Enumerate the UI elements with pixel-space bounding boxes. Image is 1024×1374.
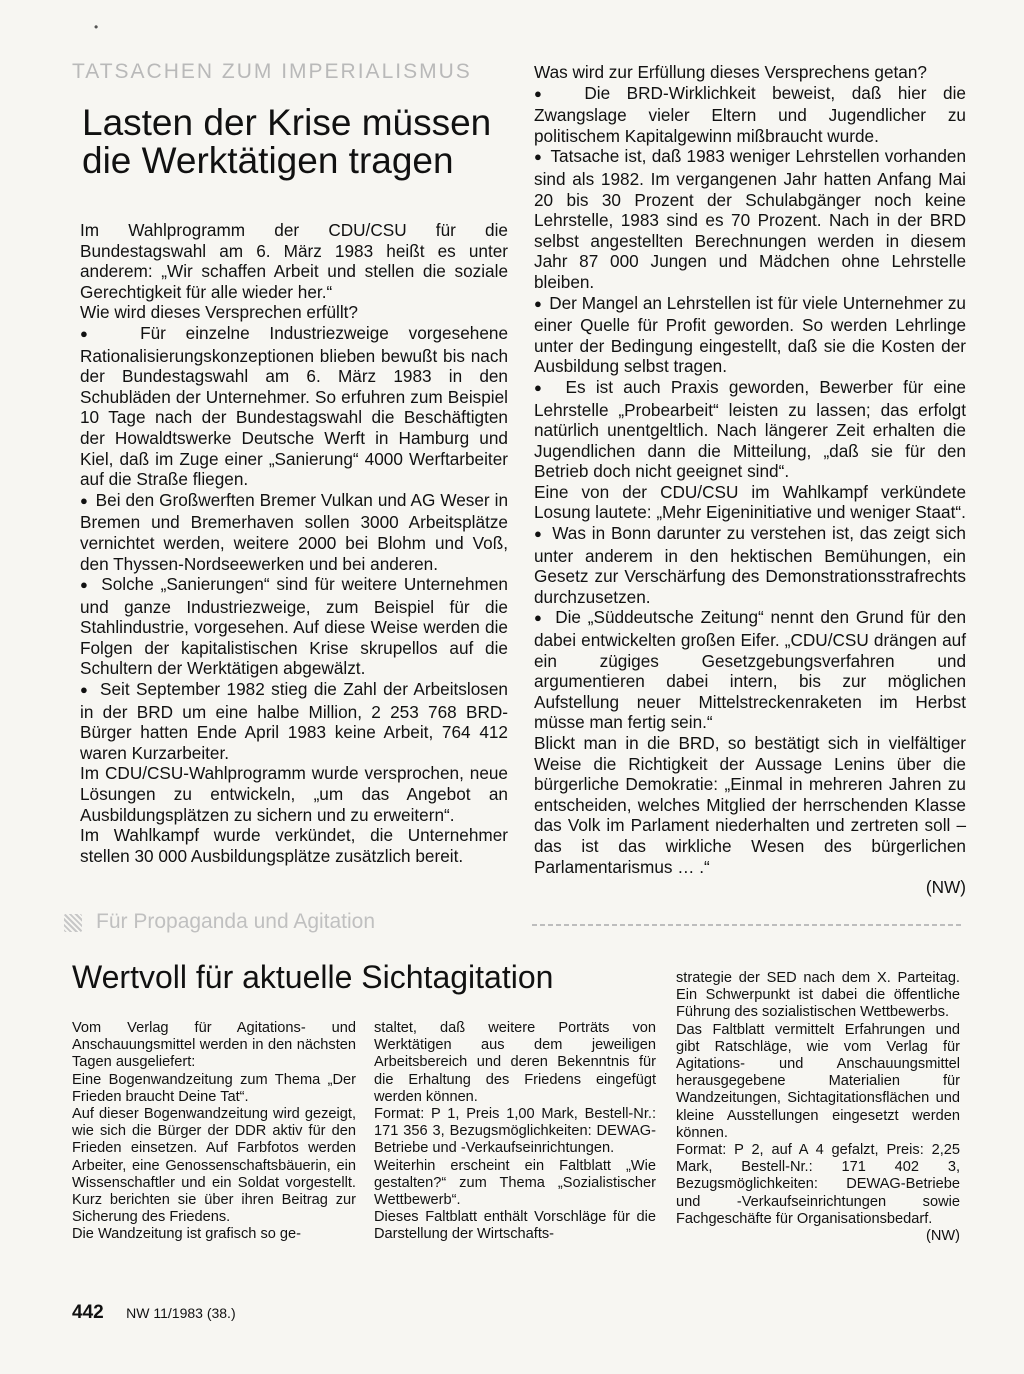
bullet-paragraph: ● Die BRD-Wirklichkeit beweist, daß hier die Zwangslage vieler Eltern und Jugendlicher zu politischem Kapitalgewinn mißbraucht wurde.	[534, 83, 966, 147]
bullet-paragraph: ● Seit September 1982 stieg die Zahl der Arbeitslosen in der BRD um eine halbe Million, 2 253 768 BRD-Bürger hatten Ende April 1983 keine Arbeit, 764 412 waren Kurzarbeiter.	[80, 679, 508, 763]
bullet-paragraph: ● Was in Bonn darunter zu verstehen ist, das zeigt sich unter anderem in den hektischen Bemühungen, ein Gesetz zur Verschärfung des Demonstrationsstrafrechts durchzusetzen.	[534, 523, 966, 607]
paragraph: Eine von der CDU/CSU im Wahlkampf verkündete Losung lautete: „Mehr Eigeninitiative und weniger Staat“.	[534, 481, 966, 523]
paragraph: strategie der SED nach dem X. Parteitag. Ein Schwerpunkt ist dabei die öffentliche Führung des sozialistischen Wettbewerbs.	[676, 970, 960, 1021]
article2-column-3	[676, 970, 960, 1245]
author-sign: (NW)	[925, 1228, 960, 1245]
author-sign: (NW)	[925, 877, 966, 898]
paragraph: Im CDU/CSU-Wahlprogramm wurde versprochen, neue Lösungen zu entwickeln, „um das Angebot an Ausbildungsplätzen zu sichern und zu erweitern“.	[80, 763, 508, 825]
page-footer	[72, 1302, 236, 1324]
section-logo-icon	[64, 914, 82, 932]
article-headline: Lasten der Krise müssen die Werktätigen tragen	[82, 102, 492, 181]
article2-column-2	[374, 1020, 656, 1244]
paragraph: staltet, daß weitere Porträts von Werktätigen aus dem jeweiligen Arbeitsbereich und deren Bekenntnis für die Erhaltung des Friedens eingefügt werden können.	[374, 1020, 656, 1105]
bullet-paragraph: ● Tatsache ist, daß 1983 weniger Lehrstellen vorhanden sind als 1982. Im vergangenen Jahr hatten Anfang Mai 20 bis 30 Prozent der Schulabgänger noch keine Lehrstelle, 1983 sind es 70 Prozent. Nach in der BRD selbst angestellten Berechnungen werden in diesem Jahr 87 000 Jungen und Mädchen ohne Lehrstelle bleiben.	[534, 146, 966, 292]
section-header	[64, 910, 964, 940]
section-kicker: TATSACHEN ZUM IMPERIALISMUS	[72, 60, 472, 83]
article1-column-2	[534, 62, 966, 898]
article2-column-1	[72, 1020, 356, 1244]
paragraph: Auf dieser Bogenwandzeitung wird gezeigt, wie sich die Bürger der DDR aktiv für den Frieden einsetzen. Auf Farbfotos werden Arbeiter, eine Genossenschaftsbäuerin, ein Wissenschaftler und ein Soldat vorgestellt. Kurz berichten sie über ihren Beitrag zur Sicherung des Friedens.	[72, 1106, 356, 1226]
paragraph: Was wird zur Erfüllung dieses Versprechens getan?	[534, 62, 927, 82]
bullet-paragraph: ● Die „Süddeutsche Zeitung“ nennt den Grund für den dabei entwickelten großen Eifer. „CDU/CSU drängen auf ein zügiges Gesetzgebungsverfahren und argumentieren dabei intern, bis zur möglichen Aufstellung neuer Mittelstreckenraketen im Herbst müsse man fertig sein.“	[534, 607, 966, 733]
paragraph: Im Wahlprogramm der CDU/CSU für die Bundestagswahl am 6. März 1983 heißt es unter anderem: „Wir schaffen Arbeit und stellen die soziale Gerechtigkeit für alle wieder her.“	[80, 220, 508, 302]
section-label: Für Propaganda und Agitation	[96, 910, 376, 933]
section-divider	[532, 924, 962, 926]
bullet-paragraph: ● Für einzelne Industriezweige vorgesehene Rationalisierungskonzeptionen blieben bewußt bis nach der Bundestagswahl am 6. März 1983 in den Schubläden der Unternehmer. So erfuhren zum Beispiel 10 Tage nach der Bundestagswahl die Beschäftigten der Howaldtswerke Deutsche Werft in Hamburg und Kiel, daß im Zuge einer „Sanierung“ 4000 Werftarbeiter auf die Straße fliegen.	[80, 323, 508, 490]
article2-headline: Wertvoll für aktuelle Sichtagitation	[72, 959, 554, 995]
bullet-paragraph: ● Der Mangel an Lehrstellen ist für viele Unternehmer zu einer Quelle für Profit geworden. So werden Lehrlinge unter der Bedingung eingestellt, daß sie die Kosten der Ausbildung selbst tragen.	[534, 293, 966, 377]
issue-reference: NW 11/1983 (38.)	[126, 1305, 236, 1321]
paragraph: Die Wandzeitung ist grafisch so ge-	[72, 1226, 302, 1243]
bullet-paragraph: ● Es ist auch Praxis geworden, Bewerber für eine Lehrstelle „Probearbeit“ leisten zu lassen; das erfolgt natürlich unentgeltlich. Nach längerer Zeit erhalten die Jugendlichen dann die Mitteilung, „daß sie für den Betrieb doch nicht geeignet sind“.	[534, 377, 966, 482]
bullet-paragraph: ● Bei den Großwerften Bremer Vulkan und AG Weser in Bremen und Bremerhaven sollen 3000 Arbeitsplätze vernichtet werden, weitere 2000 bei Blohm und Voß, den Thyssen-Nordseewerken und bei anderen.	[80, 490, 508, 574]
paragraph: Das Faltblatt vermittelt Erfahrungen und gibt Ratschläge, wie vom Verlag für Agitations- und Anschauungsmittel herausgegebene Materialien für Wandzeitungen, Sichtagitationsflächen und kleine Ausstellungen eingesetzt werden können.	[676, 1021, 960, 1141]
paragraph: Blickt man in die BRD, so bestätigt sich in vielfältiger Weise die Richtigkeit der Aussage Lenins über die bürgerliche Demokratie: „Einmal in mehreren Jahren zu entscheiden, welches Mitglied der herrschenden Klasse das Volk im Parlament niederhalten und zertreten soll – das ist das wirkliche Wesen des bürgerlichen Parlamentarismus … .“	[534, 733, 966, 877]
paragraph: Dieses Faltblatt enthält Vorschläge für die Darstellung der Wirtschafts-	[374, 1209, 656, 1243]
paragraph: Format: P 1, Preis 1,00 Mark, Bestell-Nr.: 171 356 3, Bezugsmöglichkeiten: DEWAG-Betriebe und -Verkaufseinrichtungen.	[374, 1106, 656, 1157]
paragraph: Weiterhin erscheint ein Faltblatt „Wie gestalten?“ zum Thema „Sozialistischer Wettbewerb“.	[374, 1157, 656, 1209]
paragraph: Wie wird dieses Versprechen erfüllt?	[80, 302, 358, 323]
paragraph: Eine Bogenwandzeitung zum Thema „Der Frieden braucht Deine Tat“.	[72, 1071, 356, 1105]
article1-column-1	[80, 220, 508, 866]
bullet-paragraph: ● Solche „Sanierungen“ sind für weitere Unternehmen und ganze Industriezweige, zum Beispiel für die Stahlindustrie, vorgesehen. Auf diese Weise werden die Folgen der kapitalistischen Krise skrupellos auf die Schultern der Werktätigen abgewälzt.	[80, 574, 508, 679]
paragraph: Format: P 2, auf A 4 gefalzt, Preis: 2,25 Mark, Bestell-Nr.: 171 402 3, Bezugsmöglichkeiten: DEWAG-Betriebe und -Verkaufseinrichtungen sowie Fachgeschäfte für Organisationsbedarf.	[676, 1142, 960, 1227]
paragraph: Vom Verlag für Agitations- und Anschauungsmittel werden in den nächsten Tagen ausgeliefert:	[72, 1020, 356, 1071]
corner-mark: •	[94, 20, 99, 34]
page-number: 442	[72, 1302, 104, 1323]
paragraph: Im Wahlkampf wurde verkündet, die Unternehmer stellen 30 000 Ausbildungsplätze zusätzlich bereit.	[80, 825, 508, 866]
